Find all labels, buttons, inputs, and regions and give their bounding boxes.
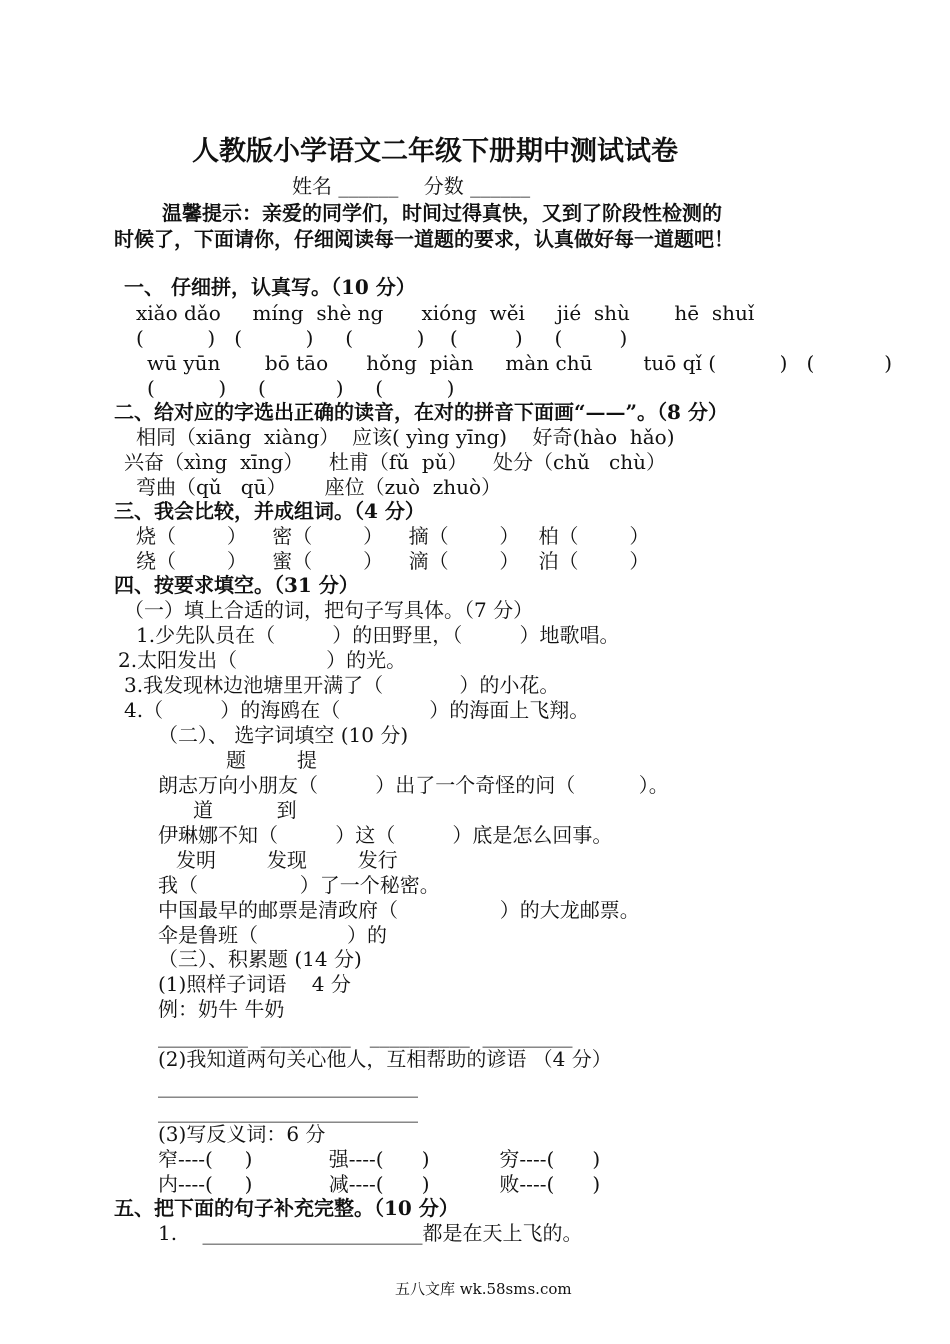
- compare-line-1: 烧（ ） 密（ ） 摘（ ） 柏（ ）: [136, 524, 650, 548]
- tip-line-1: 温馨提示：亲爱的同学们，时间过得真快，又到了阶段性检测的: [162, 201, 722, 225]
- choice-sentence-4: 中国最早的邮票是清政府（ ）的大龙邮票。: [158, 898, 640, 922]
- antonym-line-1: 窄----( ) 强----( ) 穷----( ): [158, 1147, 601, 1171]
- section-4-heading: 四、按要求填空。（31 分）: [114, 573, 359, 597]
- proverb-blank-2: __________________________: [158, 1099, 418, 1123]
- page-title: 人教版小学语文二年级下册期中测试试卷: [192, 136, 678, 167]
- section-2-heading: 二、给对应的字选出正确的读音，在对的拼音下面画“——”。（8 分）: [114, 400, 728, 424]
- tip-line-2: 时候了，下面请你，仔细阅读每一道题的要求，认真做好每一道题吧！: [114, 227, 734, 251]
- name-score-line: 姓名 ______ 分数 ______: [292, 174, 531, 198]
- word-choice-1: 题 提: [226, 748, 317, 772]
- pattern-blanks: _________ _________ __________ _________: [158, 1024, 573, 1048]
- choice-sentence-1: 朗志万向小朋友（ ）出了一个奇怪的问（ ）。: [158, 773, 669, 797]
- word-choice-3: 发明 发现 发行: [176, 848, 398, 872]
- section-1-heading: 一、 仔细拼，认真写。（10 分）: [124, 275, 416, 299]
- answer-blanks-1: ( ) ( ) ( ) ( ) ( ): [136, 326, 628, 350]
- proverb-blank-1: __________________________: [158, 1074, 418, 1098]
- choice-sentence-3: 我（ ）了一个秘密。: [158, 873, 440, 897]
- answer-blanks-2: ( ) ( ) ( ): [147, 376, 455, 400]
- reading-line-1: 相同（xiāng xiàng） 应该( yìng yīng) 好奇(hào hǎo): [136, 425, 675, 449]
- antonym-instruction: (3)写反义词：6 分: [158, 1122, 326, 1146]
- part-2-heading: （二）、 选字词填空 (10 分): [158, 723, 409, 747]
- fill-sentence-2: 2.太阳发出（ ）的光。: [118, 648, 407, 672]
- proverb-instruction: (2)我知道两句关心他人，互相帮助的谚语 （4 分）: [158, 1047, 612, 1071]
- pattern-example: 例：奶牛 牛奶: [158, 997, 285, 1021]
- section-3-heading: 三、我会比较，并成组词。（4 分）: [114, 499, 425, 523]
- complete-sentence-1: 1. ______________________都是在天上飞的。: [158, 1221, 583, 1245]
- choice-sentence-2: 伊琳娜不知（ ）这（ ）底是怎么回事。: [158, 823, 613, 847]
- page-footer: 五八文库 wk.58sms.com: [395, 1280, 572, 1298]
- part-1-heading: （一）填上合适的词，把句子写具体。（7 分）: [124, 598, 534, 622]
- pattern-instruction: (1)照样子词语 4 分: [158, 972, 351, 996]
- pinyin-line-2: wū yūn bō tāo hǒng piàn màn chū tuō qǐ ( ) ( ): [147, 351, 892, 375]
- fill-sentence-4: 4.（ ）的海鸥在（ ）的海面上飞翔。: [124, 698, 590, 722]
- reading-line-2: 兴奋（xìng xīng） 杜甫（fǔ pǔ） 处分（chǔ chù）: [124, 450, 666, 474]
- antonym-line-2: 内----( ) 减----( ) 败----( ): [158, 1172, 601, 1196]
- part-3-heading: （三）、积累题 (14 分): [158, 947, 362, 971]
- section-5-heading: 五、把下面的句子补充完整。（10 分）: [114, 1196, 459, 1220]
- compare-line-2: 绕（ ） 蜜（ ） 滴（ ） 泊（ ）: [136, 549, 650, 573]
- fill-sentence-3: 3.我发现林边池塘里开满了（ ）的小花。: [124, 673, 560, 697]
- pinyin-line-1: xiǎo dǎo míng shè ng xióng wěi jié shù hē shuǐ: [136, 301, 755, 325]
- reading-line-3: 弯曲（qǔ qū） 座位（zuò zhuò）: [136, 475, 502, 499]
- choice-sentence-5: 伞是鲁班（ ）的: [158, 923, 388, 947]
- fill-sentence-1: 1.少先队员在（ ）的田野里，（ ）地歌唱。: [136, 623, 620, 647]
- word-choice-2: 道 到: [193, 798, 297, 822]
